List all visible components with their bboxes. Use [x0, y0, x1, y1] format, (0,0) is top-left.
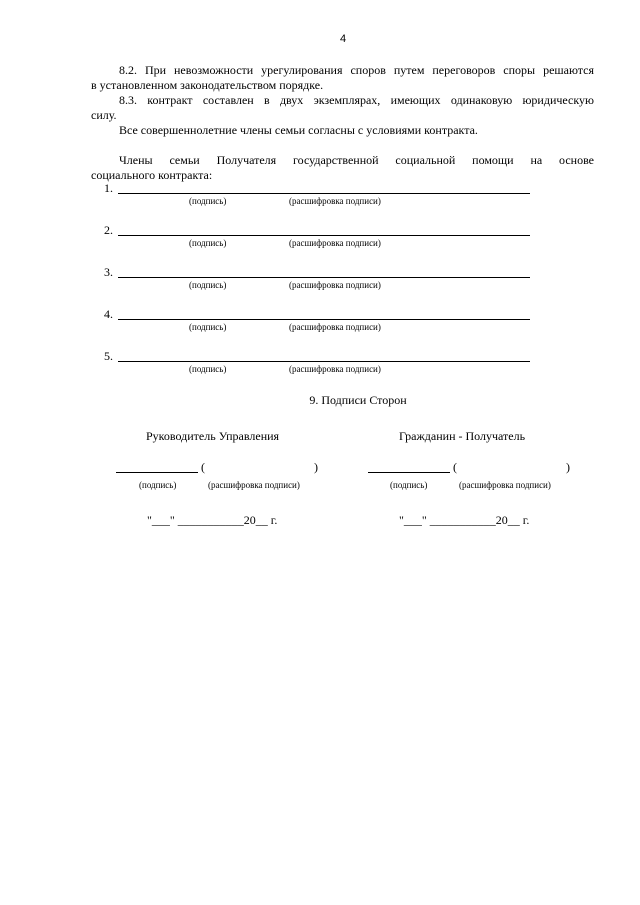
paragraph-8-2-line-1: 8.2. При невозможности урегулирования споров путем переговоров споры решаются	[119, 63, 594, 77]
paragraph-family-agreement: Все совершеннолетние члены семьи согласны с условиями контракта.	[119, 123, 478, 137]
paragraph-8-2-line-2: в установленном законодательством порядке.	[91, 78, 324, 92]
member-signature-line	[118, 319, 530, 320]
signature-caption: (подпись)	[189, 196, 227, 206]
signature-decode-caption: (расшифровка подписи)	[289, 238, 381, 248]
signature-decode-caption: (расшифровка подписи)	[289, 280, 381, 290]
close-paren: )	[314, 460, 318, 474]
signature-caption: (подпись)	[390, 480, 428, 490]
signature-caption: (подпись)	[189, 238, 227, 248]
signature-line	[368, 472, 450, 473]
member-row-number: 1.	[104, 181, 113, 195]
signature-line	[116, 472, 198, 473]
signature-decode-caption: (расшифровка подписи)	[289, 196, 381, 206]
members-intro-line-2: социального контракта:	[91, 168, 213, 182]
member-row-number: 2.	[104, 223, 113, 237]
member-signature-line	[118, 361, 530, 362]
paragraph-8-3-line-2: силу.	[91, 108, 117, 122]
party-role-title: Гражданин - Получатель	[399, 429, 526, 443]
open-paren: (	[201, 460, 205, 474]
paragraph-8-3-line-1: 8.3. контракт составлен в двух экземплярах, имеющих одинаковую юридическую	[119, 93, 594, 107]
date-line: "___" ___________20__ г.	[399, 513, 530, 527]
signature-caption: (подпись)	[189, 364, 227, 374]
signature-caption: (подпись)	[139, 480, 177, 490]
signature-caption: (подпись)	[189, 322, 227, 332]
party-role-title: Руководитель Управления	[146, 429, 280, 443]
members-intro-line-1: Члены семьи Получателя государственной социальной помощи на основе	[119, 153, 594, 167]
section-9-title: 9. Подписи Сторон	[309, 393, 407, 407]
member-row-number: 4.	[104, 307, 113, 321]
member-signature-line	[118, 235, 530, 236]
signature-decode-caption: (расшифровка подписи)	[289, 364, 381, 374]
signature-caption: (подпись)	[189, 280, 227, 290]
open-paren: (	[453, 460, 457, 474]
signature-decode-caption: (расшифровка подписи)	[208, 480, 300, 490]
signature-decode-caption: (расшифровка подписи)	[289, 322, 381, 332]
close-paren: )	[566, 460, 570, 474]
date-line: "___" ___________20__ г.	[147, 513, 278, 527]
member-signature-line	[118, 193, 530, 194]
member-signature-line	[118, 277, 530, 278]
member-row-number: 5.	[104, 349, 113, 363]
page-number: 4	[339, 33, 347, 45]
signature-decode-caption: (расшифровка подписи)	[459, 480, 551, 490]
member-row-number: 3.	[104, 265, 113, 279]
